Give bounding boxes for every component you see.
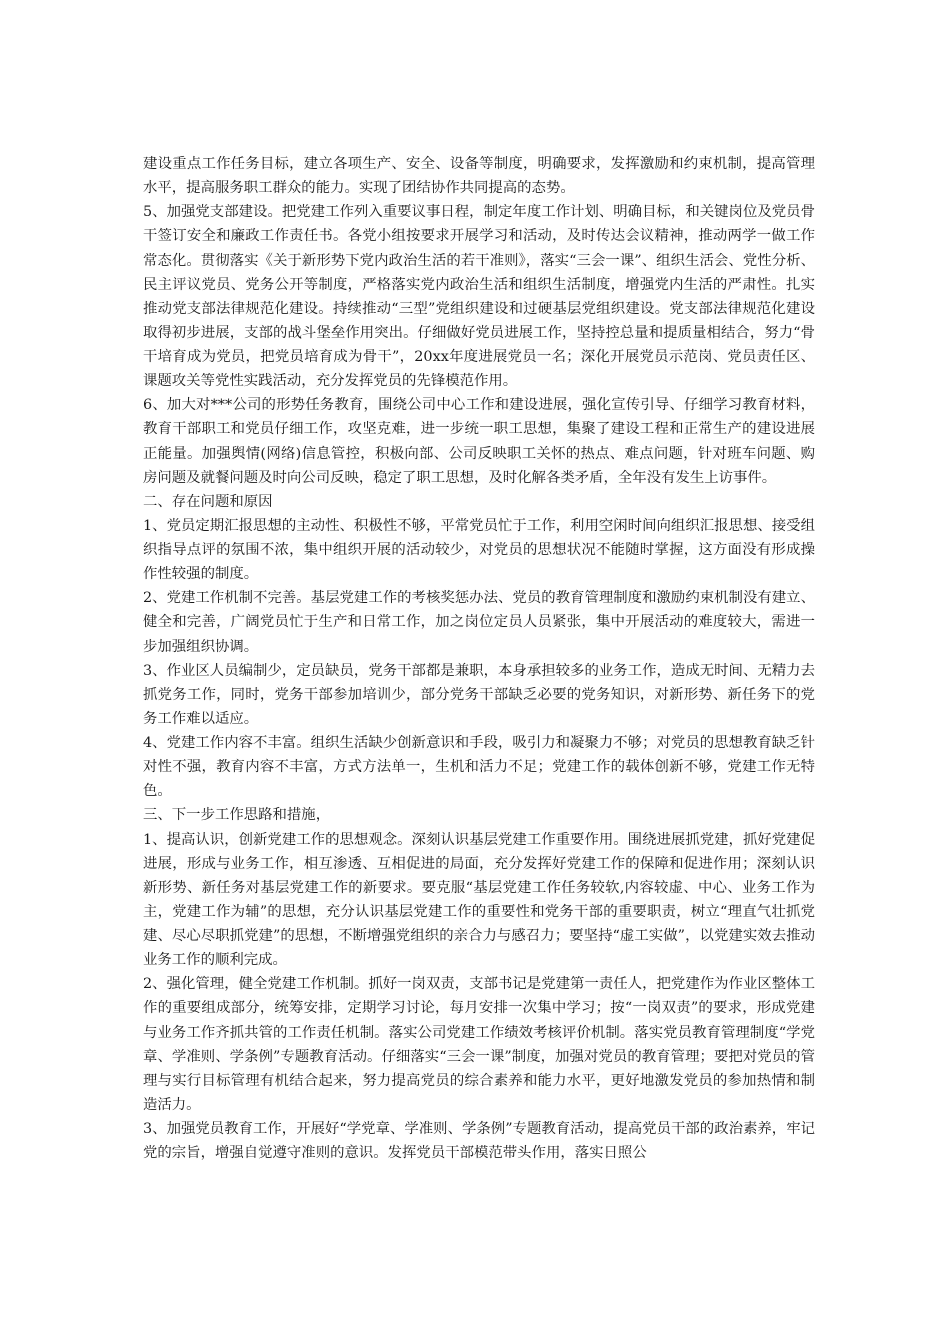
- paragraph: 2、强化管理，健全党建工作机制。抓好一岗双责，支部书记是党建第一责任人，把党建作为作业区整体工作的重要组成部分，统筹安排，定期学习讨论，每月安排一次集中学习；按“一岗双责”的要求，形成党建与业务工作齐抓共管的工作责任机制。落实公司党建工作绩效考核评价机制。落实党员教育管理制度“学党章、学准则、学条例”专题教育活动。仔细落实“三会一课”制度，加强对党员的教育管理；要把对党员的管理与实行目标管理有机结合起来，努力提高党员的综合素养和能力水平，更好地激发党员的参加热情和制造活力。: [143, 976, 815, 1113]
- section-heading: 三、下一步工作思路和措施，: [143, 807, 331, 824]
- paragraph: 4、党建工作内容不丰富。组织生活缺少创新意识和手段，吸引力和凝聚力不够；对党员的思想教育缺乏针对性不强，教育内容不丰富，方式方法单一，生机和活力不足；党建工作的载体创新不够，党建工作无特色。: [143, 735, 815, 800]
- paragraph: 3、加强党员教育工作，开展好“学党章、学准则、学条例”专题教育活动，提高党员干部的政治素养，牢记党的宗旨，增强自觉遵守准则的意识。发挥党员干部模范带头作用，落实日照公: [143, 1121, 815, 1162]
- paragraph: 2、党建工作机制不完善。基层党建工作的考核奖惩办法、党员的教育管理制度和激励约束机制没有建立、健全和完善，广阔党员忙于生产和日常工作，加之岗位定员人员紧张，集中开展活动的难度较大，需进一步加强组织协调。: [143, 590, 815, 655]
- document-body: [143, 152, 815, 1165]
- paragraph: 6、加大对***公司的形势任务教育，围绕公司中心工作和建设进展，强化宣传引导、仔细学习教育材料，教育干部职工和党员仔细工作，攻坚克难，进一步统一职工思想，集聚了建设工程和正常生产的建设进展正能量。加强舆情(网络)信息管控，积极向部、公司反映职工关怀的热点、难点问题，针对班车问题、购房问题及就餐问题及时向公司反映，稳定了职工思想，及时化解各类矛盾，全年没有发生上访事件。: [143, 397, 815, 486]
- paragraph: 建设重点工作任务目标，建立各项生产、安全、设备等制度，明确要求，发挥激励和约束机制，提高管理水平，提高服务职工群众的能力。实现了团结协作共同提高的态势。: [143, 156, 815, 197]
- section-heading: 二、存在问题和原因: [143, 493, 273, 510]
- paragraph: 1、党员定期汇报思想的主动性、积极性不够，平常党员忙于工作，利用空闲时间向组织汇报思想、接受组织指导点评的氛围不浓，集中组织开展的活动较少，对党员的思想状况不能随时掌握，这方面没有形成操作性较强的制度。: [143, 517, 815, 583]
- paragraph: 3、作业区人员编制少，定员缺员，党务干部都是兼职，本身承担较多的业务工作，造成无时间、无精力去抓党务工作，同时，党务干部参加培训少，部分党务干部缺乏必要的党务知识，对新形势、新任务下的党务工作难以适应。: [143, 662, 815, 727]
- paragraph: 1、提高认识，创新党建工作的思想观念。深刻认识基层党建工作重要作用。围绕进展抓党建，抓好党建促进展，形成与业务工作，相互渗透、互相促进的局面，充分发挥好党建工作的保障和促进作用；深刻认识新形势、新任务对基层党建工作的新要求。要克服“基层党建工作任务较软,内容较虚、中心、业务工作为主，党建工作为辅”的思想，充分认识基层党建工作的重要性和党务干部的重要职责，树立“理直气壮抓党建、尽心尽职抓党建”的思想，不断增强党组织的亲合力与感召力；要坚持“虚工实做”，以党建实效去推动业务工作的顺利完成。: [143, 831, 815, 969]
- paragraph: 5、加强党支部建设。把党建工作列入重要议事日程，制定年度工作计划、明确目标，和关键岗位及党员骨干签订安全和廉政工作责任书。各党小组按要求开展学习和活动，及时传达会议精神，推动两学一做工作常态化。贯彻落实《关于新形势下党内政治生活的若干准则》，落实“三会一课”、组织生活会、党性分析、民主评议党员、党务公开等制度，严格落实党内政治生活和组织生活制度，增强党内生活的严肃性。扎实推动党支部法律规范化建设。持续推动“三型”党组织建设和过硬基层党组织建设。党支部法律规范化建设取得初步进展，支部的战斗堡垒作用突出。仔细做好党员进展工作，坚持控总量和提质量相结合，努力“骨干培育成为党员，把党员培育成为骨干”，20xx年度进展党员一名；深化开展党员示范岗、党员责任区、课题攻关等党性实践活动，充分发挥党员的先锋模范作用。: [143, 204, 815, 390]
